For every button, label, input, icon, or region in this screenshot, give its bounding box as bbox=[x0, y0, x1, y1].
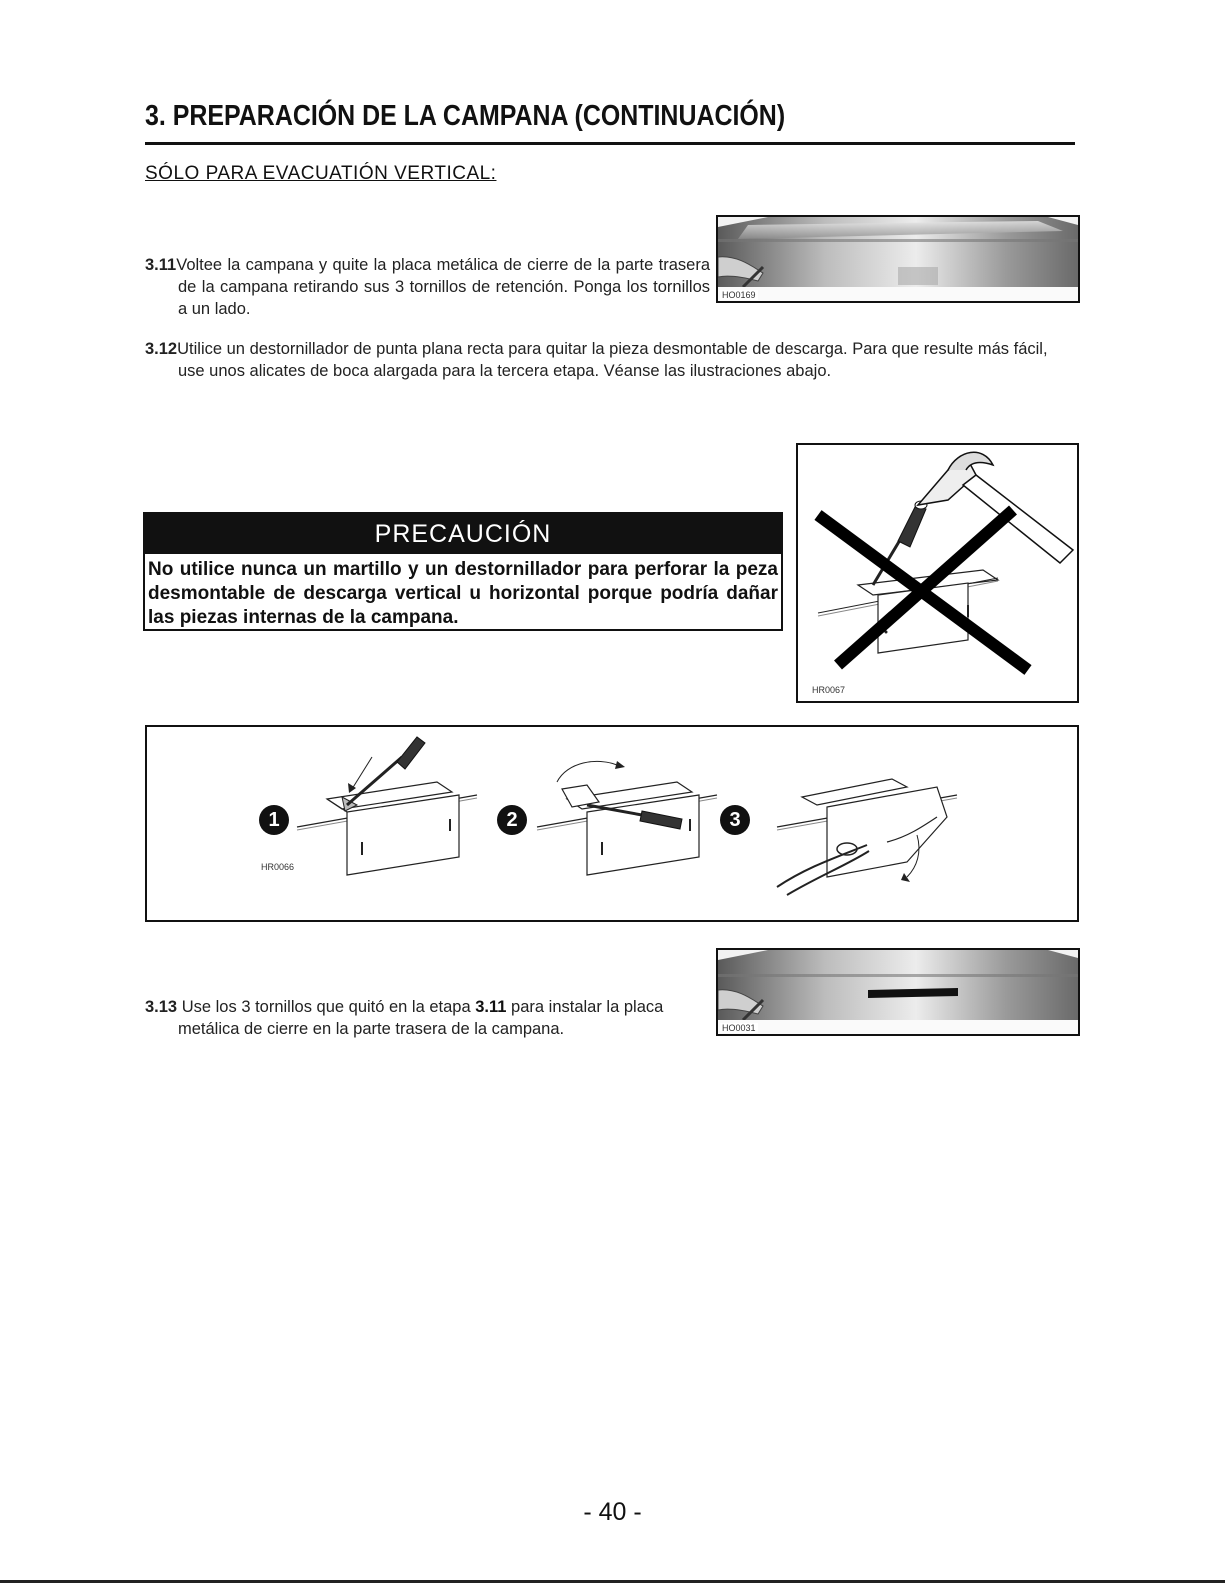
step-text: Voltee la campana y quite la placa metálica de cierre de la parte trasera de la campana retirando sus 3 tornillos de retención. Ponga los tornillos a un lado. bbox=[176, 256, 710, 318]
step-text-before: Use los 3 tornillos que quitó en la etapa bbox=[181, 998, 476, 1016]
hood-photo-illustration bbox=[718, 950, 1078, 1034]
step-number: 3.11 bbox=[145, 256, 177, 274]
step-3-13 bbox=[145, 996, 710, 1040]
step-number: 3.12 bbox=[145, 340, 178, 358]
hammer-screwdriver-crossed-icon bbox=[798, 445, 1077, 701]
step-3-12 bbox=[145, 338, 1075, 382]
figure-do-not-use-hammer bbox=[796, 443, 1079, 703]
step-3-badge: 3 bbox=[720, 805, 750, 835]
figure-code: HR0066 bbox=[261, 862, 295, 872]
step-1-drawing bbox=[297, 737, 477, 875]
step-text: Utilice un destornillador de punta plana recta para quitar la pieza desmontable de descarga. Para que resulte más fácil, use unos alicates de boca alargada para la tercera etapa. Véanse las ilustraciones abajo. bbox=[177, 340, 1048, 380]
caution-text: No utilice nunca un martillo y un destornillador para perforar la peza desmontable de descarga vertical u horizontal porque podría dañar las piezas internas de la campana. bbox=[148, 559, 778, 628]
bottom-rule bbox=[0, 1580, 1225, 1583]
step-2-drawing bbox=[537, 761, 717, 875]
step-3-drawing bbox=[777, 779, 957, 895]
caution-heading: PRECAUCIÓN bbox=[145, 514, 781, 554]
subheading: SÓLO PARA EVACUATIÓN VERTICAL: bbox=[145, 163, 497, 184]
step-text-after: para instalar la placa metálica de cierre en la parte trasera de la campana. bbox=[178, 998, 664, 1038]
step-1-badge: 1 bbox=[259, 805, 289, 835]
figure-code: HR0067 bbox=[812, 685, 846, 695]
title-rule bbox=[145, 142, 1075, 145]
caution-box bbox=[143, 512, 783, 631]
step-number: 3.13 bbox=[145, 998, 178, 1016]
hood-photo-illustration bbox=[718, 217, 1078, 301]
figure-knockout-removal-steps bbox=[145, 725, 1079, 922]
figure-code: HO0169 bbox=[722, 290, 756, 300]
step-3-11 bbox=[145, 254, 710, 320]
figure-code: HO0031 bbox=[722, 1023, 756, 1033]
step-2-badge: 2 bbox=[497, 805, 527, 835]
photo-hood-back-plate-removal bbox=[716, 215, 1080, 303]
section-title: 3. PREPARACIÓN DE LA CAMPANA (CONTINUACIÓN) bbox=[145, 100, 786, 132]
page-number: - 40 - bbox=[583, 1498, 642, 1526]
photo-hood-back-plate-install bbox=[716, 948, 1080, 1036]
step-reference: 3.11 bbox=[475, 998, 507, 1016]
